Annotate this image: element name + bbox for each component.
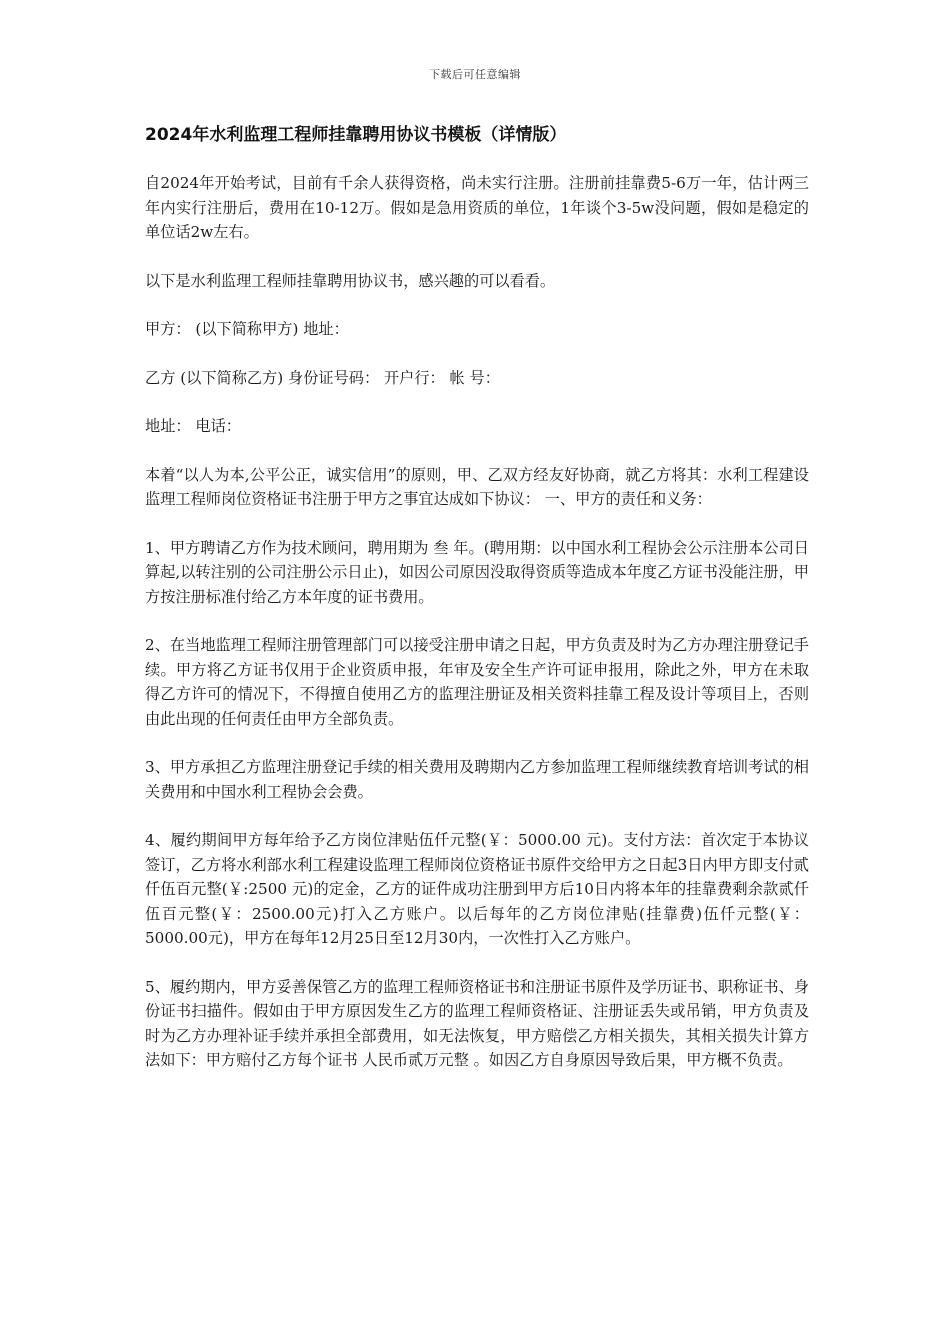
paragraph-principles: 本着“以人为本,公平公正，诚实信用”的原则，甲、乙双方经友好协商，就乙方将其：水利工程建设监理工程师岗位资格证书注册于甲方之事宜达成如下协议： 一、甲方的责任和义务： — [145, 465, 809, 508]
header-note: 下载后可任意编辑 — [429, 68, 521, 81]
paragraph-clause-2: 2、在当地监理工程师注册管理部门可以接受注册申请之日起，甲方负责及时为乙方办理注册登记手续。甲方将乙方证书仅用于企业资质申报，年审及安全生产许可证申报用，除此之外，甲方在未取得乙方许可的情况下，不得擅自使用乙方的监理注册证及相关资料挂靠工程及设计等项目上，否则由此出现的任何责任由甲方全部负责。 — [145, 636, 809, 728]
paragraph-party-a: 甲方： (以下简称甲方) 地址： — [145, 320, 349, 338]
paragraph-intro: 自2024年开始考试，目前有千余人获得资格，尚未实行注册。注册前挂靠费5-6万一年，估计两三年内实行注册后，费用在10-12万。假如是急用资质的单位，1年谈个3-5w没问题，假如是稳定的单位话2w左右。 — [145, 174, 809, 241]
paragraph-lead-in: 以下是水利监理工程师挂靠聘用协议书，感兴趣的可以看看。 — [145, 271, 556, 290]
paragraph-clause-4: 4、履约期间甲方每年给予乙方岗位津贴伍仟元整(￥：5000.00 元)。支付方法：首次定于本协议签订，乙方将水利部水利工程建设监理工程师岗位资格证书原件交给甲方之日起3日内甲方即支付贰仟伍百元整(￥:2500 元)的定金，乙方的证件成功注册到甲方后10日内将本年的挂靠费剩余款贰仟伍百元整(￥：2500.00元)打入乙方账户。以后每年的乙方岗位津贴(挂靠费)伍仟元整(￥：5000.00元)，甲方在每年12月25日至12月30内，一次性打入乙方账户。 — [145, 831, 809, 947]
paragraph-clause-5: 5、履约期内，甲方妥善保管乙方的监理工程师资格证书和注册证书原件及学历证书、职称证书、身份证书扫描件。假如由于甲方原因发生乙方的监理工程师资格证、注册证丢失或吊销，甲方负责及时为乙方办理补证手续并承担全部费用，如无法恢复，甲方赔偿乙方相关损失，其相关损失计算方法如下：甲方赔付乙方每个证书 人民币贰万元整 。如因乙方自身原因导致后果，甲方概不负责。 — [145, 977, 809, 1069]
paragraph-party-b: 乙方 (以下简称乙方) 身份证号码： 开户行： 帐 号： — [145, 368, 500, 387]
paragraph-clause-1: 1、甲方聘请乙方作为技术顾问，聘用期为 叁 年。(聘用期：以中国水利工程协会公示注册本公司日算起,以转注别的公司注册公示日止)，如因公司原因没取得资质等造成本年度乙方证书没能注册，甲方按注册标准付给乙方本年度的证书费用。 — [145, 538, 809, 606]
document-body — [145, 171, 809, 1097]
paragraph-address-phone: 地址： 电话： — [145, 417, 241, 435]
paragraph-clause-3: 3、甲方承担乙方监理注册登记手续的相关费用及聘期内乙方参加监理工程师继续教育培训考试的相关费用和中国水利工程协会会费。 — [145, 758, 809, 801]
document-title: 2024年水利监理工程师挂靠聘用协议书模板（详情版） — [145, 125, 567, 145]
